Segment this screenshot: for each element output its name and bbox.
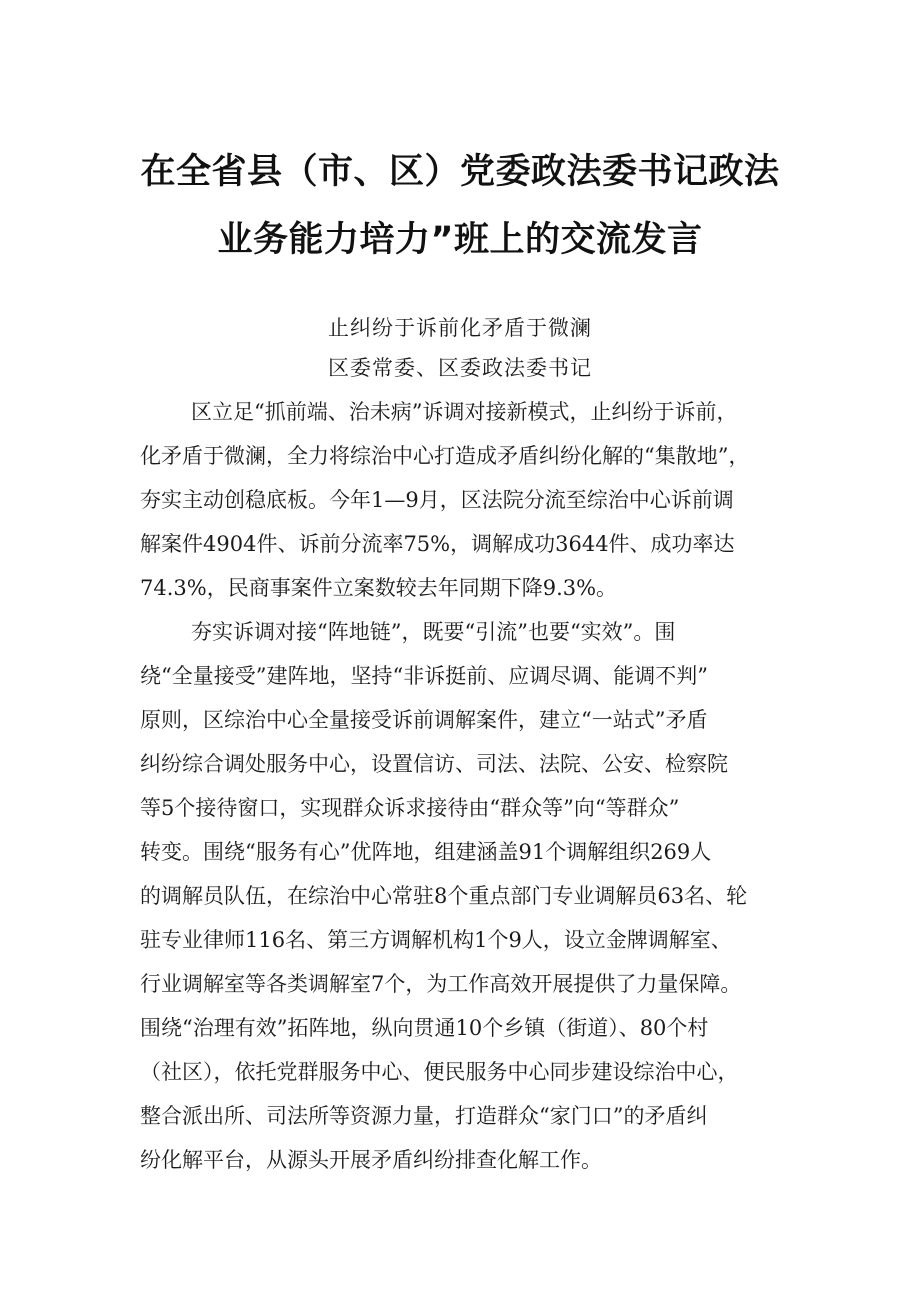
paragraph-2-line: 绕“全量接受”建阵地，坚持“非诉挺前、应调尽调、能调不判” — [140, 664, 708, 688]
author-line: 区委常委、区委政法委书记 — [328, 356, 592, 380]
paragraph-2-line: 纠纷综合调处服务中心，设置信访、司法、法院、公安、检察院 — [140, 752, 728, 776]
paragraph-2-line: 夯实诉调对接“阵地链”，既要“引流”也要“实效”。围 — [191, 620, 676, 644]
paragraph-2-line: 围绕“治理有效”拓阵地，纵向贯通10个乡镇（街道）、80个村 — [140, 1016, 709, 1040]
paragraph-2-line: 整合派出所、司法所等资源力量，打造群众“家门口”的矛盾纠 — [140, 1104, 708, 1128]
paragraph-1-line: 解案件4904件、诉前分流率75%，调解成功3644件、成功率达 — [140, 532, 735, 556]
paragraph-2-line: 转变。围绕“服务有心”优阵地，组建涵盖91个调解组织269人 — [140, 840, 712, 864]
paragraph-2-line: 的调解员队伍，在综治中心常驻8个重点部门专业调解员63名、轮 — [140, 884, 748, 908]
paragraph-1-line: 夯实主动创稳底板。今年1—9月，区法院分流至综治中心诉前调 — [140, 488, 734, 512]
paragraph-2-line: 行业调解室等各类调解室7个，为工作高效开展提供了力量保障。 — [140, 972, 742, 996]
paragraph-2-line: 原则，区综治中心全量接受诉前调解案件，建立“一站式”矛盾 — [140, 708, 708, 732]
paragraph-2-line: 驻专业律师116名、第三方调解机构1个9人，设立金牌调解室、 — [140, 928, 732, 952]
paragraph-2-line: （社区），依托党群服务中心、便民服务中心同步建设综治中心， — [140, 1060, 739, 1084]
paragraph-1-line: 区立足“抓前端、治未病”诉调对接新模式，止纠纷于诉前， — [191, 400, 738, 424]
paragraph-2-line: 等5个接待窗口，实现群众诉求接待由“群众等”向“等群众” — [140, 796, 680, 820]
paragraph-2-line: 纷化解平台，从源头开展矛盾纠纷排查化解工作。 — [140, 1148, 602, 1172]
title-line-2: 业务能力培力”班上的交流发言 — [217, 220, 703, 260]
paragraph-1-line: 74.3%，民商事案件立案数较去年同期下降9.3%。 — [140, 576, 618, 600]
title-line-1: 在全省县（市、区）党委政法委书记政法 — [140, 152, 780, 192]
subtitle: 止纠纷于诉前化矛盾于微澜 — [328, 316, 592, 340]
paragraph-1-line: 化矛盾于微澜，全力将综治中心打造成矛盾纠纷化解的“集散地”， — [140, 444, 750, 468]
